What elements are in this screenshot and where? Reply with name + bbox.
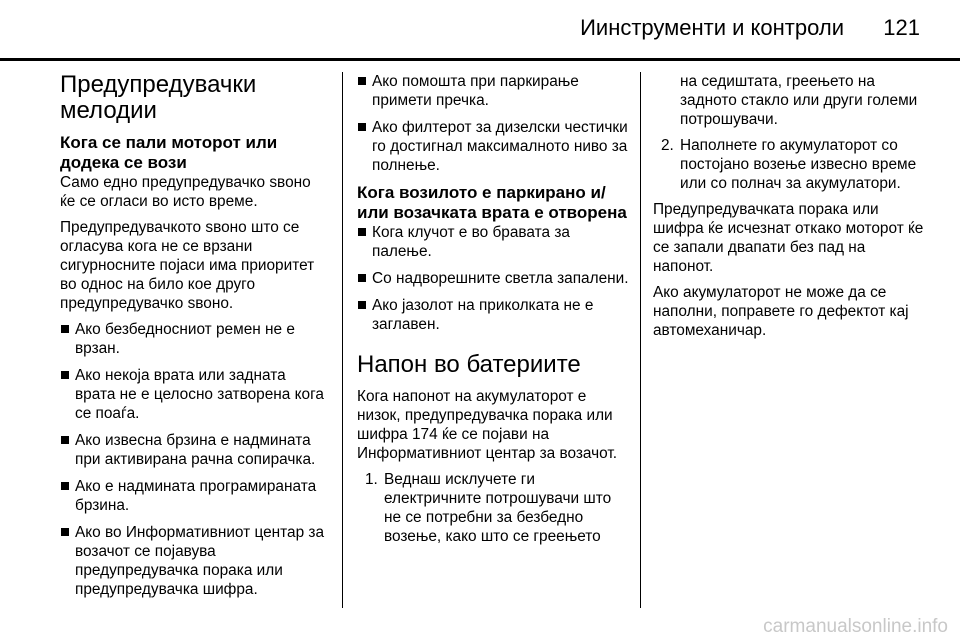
list-item: Со надворешните светла запалени. (357, 269, 629, 288)
paragraph: Предупредувачката порака или шифра ќе исчезнат откако моторот ќе се запали двапати без пад на напонот. (653, 201, 924, 275)
list-item: Ако во Информативниот центар за возачот се појавува предупредувачка порака или предупредувачка шифра. (60, 523, 330, 599)
list-item: Ако филтерот за дизелски честички го достигнал максималното ниво за полнење. (357, 118, 629, 175)
list-item (357, 470, 629, 546)
step-number: 2. (661, 137, 674, 154)
subheading-engine-start: Кога се пали моторот или додека се вози (60, 133, 278, 172)
column-divider-2 (640, 72, 641, 608)
paragraph: Кога напонот на акумулаторот е низок, предупредувачка порака или шифра 174 ќе се појави на Информативниот центар за возачот. (357, 388, 618, 462)
step-number: 1. (365, 471, 378, 488)
bullet-list (357, 72, 629, 175)
column-1 (60, 72, 330, 607)
list-item: Кога клучот е во бравата за палење. (357, 223, 629, 261)
list-item (653, 72, 925, 129)
list-item: Ако јазолот на приколката не е заглавен. (357, 296, 629, 334)
watermark: carmanualsonline.info (763, 616, 948, 637)
paragraph: Ако акумулаторот не може да се наполни, поправете го дефектот кај автомеханичар. (653, 284, 909, 339)
paragraph: Предупредувачкото ѕвоно што се огласува кога не се врзани сигурносните појаси има приоритет во однос на било кое друго предупредувачко ѕвоно. (60, 219, 315, 312)
step-text: Наполнете го акумулаторот со постојано возење извесно време или со полнач за акумулатори. (680, 137, 917, 192)
list-item: Ако помошта при паркирање примети пречка. (357, 72, 629, 110)
bullet-list (60, 320, 330, 599)
bullet-list (357, 223, 629, 334)
page-number: 121 (883, 15, 920, 40)
numbered-list (653, 72, 925, 193)
subheading-parked: Кога возилото е паркирано и/ или возачката врата е отворена (357, 183, 627, 222)
column-divider-1 (342, 72, 343, 608)
step-text: Веднаш исклучете ги електричните потрошувачи што не се потребни за безбедно возење, како што се греењето (384, 471, 612, 545)
list-item: Ако е надмината програмираната брзина. (60, 477, 330, 515)
numbered-list (357, 470, 629, 546)
heading-battery-voltage: Напон во батериите (357, 351, 581, 378)
section-title: Иинструменти и контроли (580, 15, 844, 40)
list-item: Ако некоја врата или задната врата не е целосно затворена кога се поаѓа. (60, 366, 330, 423)
list-item: Ако извесна брзина е надмината при активирана рачна сопирачка. (60, 431, 330, 469)
column-2 (357, 72, 629, 553)
step-text-continued: на седиштата, греењето на задното стакло или други големи потрошувачи. (680, 73, 918, 128)
column-3 (653, 72, 925, 347)
page-header (0, 0, 960, 60)
list-item (653, 136, 925, 193)
paragraph: Само едно предупредувачко ѕвоно ќе се огласи во исто време. (60, 174, 311, 210)
list-item: Ако безбедносниот ремен не е врзан. (60, 320, 330, 358)
header-rule (0, 58, 960, 61)
heading-warning-chimes: Предупредувачки мелодии (60, 71, 257, 124)
